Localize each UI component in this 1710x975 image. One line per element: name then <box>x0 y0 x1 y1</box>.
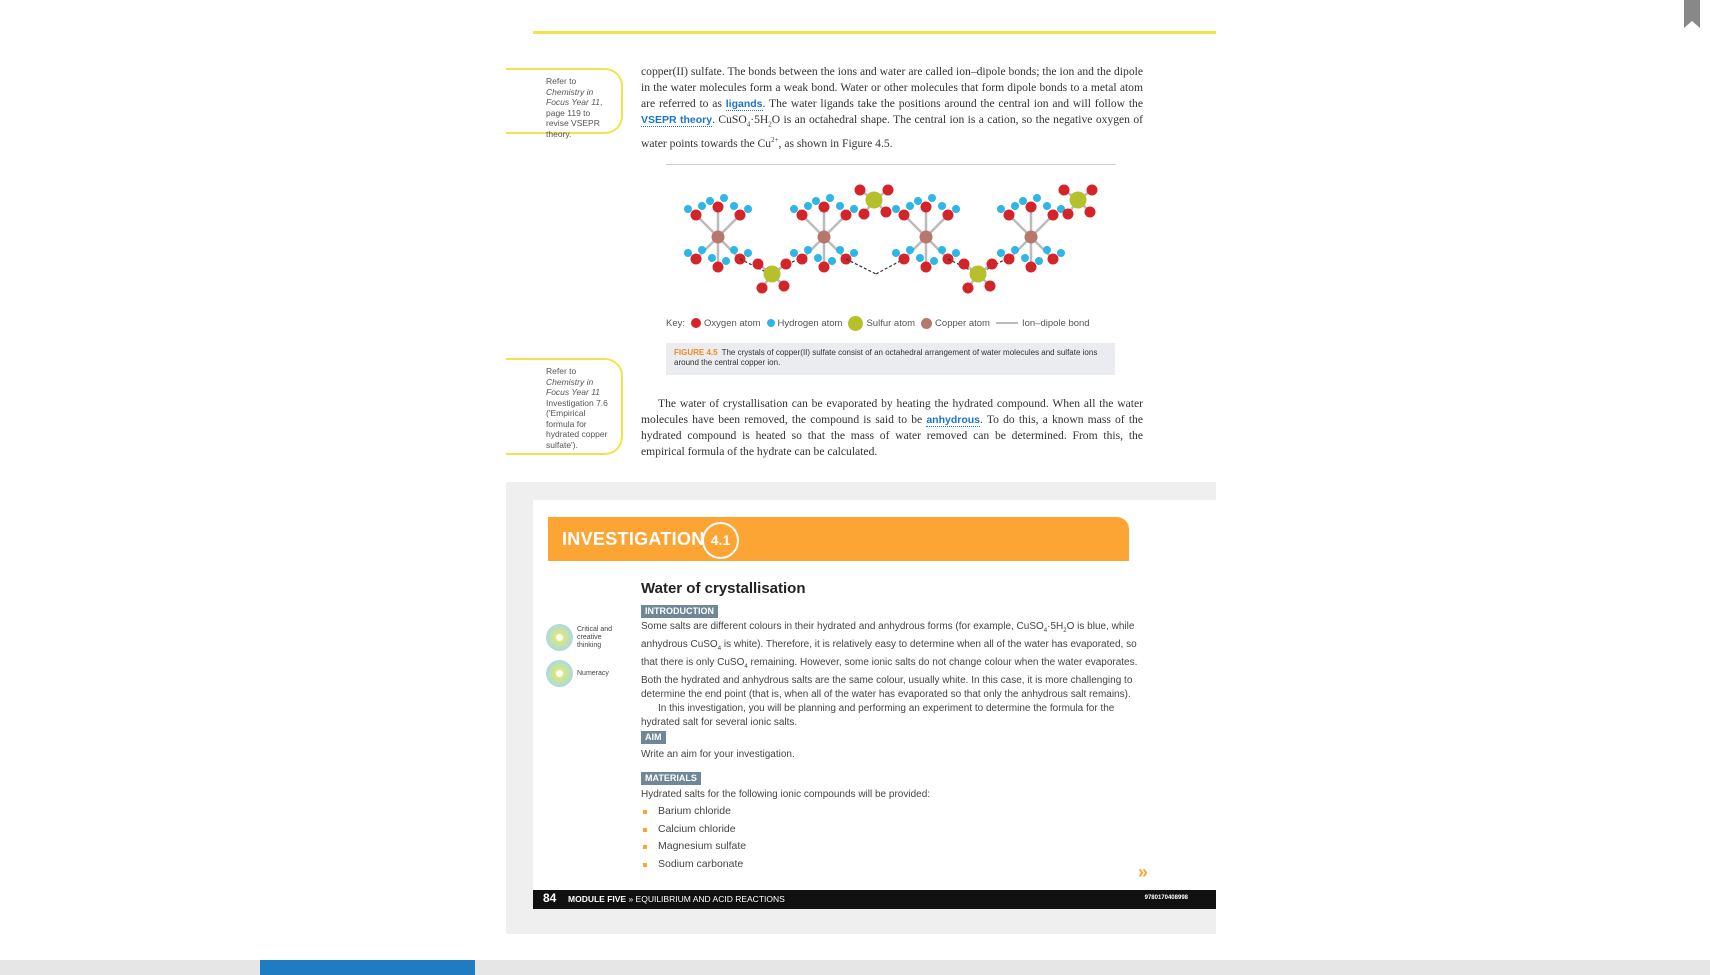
list-item: Magnesium sulfate <box>641 840 746 858</box>
oxygen-atom <box>713 202 724 213</box>
critical-thinking-icon <box>546 624 573 651</box>
figure-label: FIGURE 4.5 <box>674 348 718 357</box>
oxygen-atom <box>1087 185 1098 196</box>
figure-caption <box>666 343 1115 375</box>
hydrogen-atom <box>906 202 914 210</box>
hydrogen-atom <box>790 249 798 257</box>
aim-text: Write an aim for your investigation. <box>641 749 795 760</box>
key-hydrogen: Hydrogen atom <box>767 318 843 329</box>
figure-caption-text: The crystals of copper(II) sulfate consist of an octahedral arrangement of water molecules and sulfate ions around the central copper ion. <box>674 348 1098 367</box>
body-paragraph-2: The water of crystallisation can be evaporated by heating the hydrated compound. When all the water molecules have been removed, the compound is said to be anhydrous. To do this, a known mass of the hydrated compound is heated so that the mass of water removed can be determined. From this, the empirical formula of the hydrate can be calculated. <box>641 397 1143 458</box>
oxygen-atom <box>1004 254 1015 265</box>
module-title: MODULE FIVE » EQUILIBRIUM AND ACID REACTIONS <box>568 894 785 904</box>
hydrogen-atom <box>1035 257 1043 265</box>
aim-heading: AIM <box>641 731 666 744</box>
key-copper: Copper atom <box>921 318 990 329</box>
oxygen-atom <box>859 209 870 220</box>
list-item: Barium chloride <box>641 805 746 823</box>
sidenote-investigation: Refer to Chemistry in Focus Year 11 Investigation 7.6 ('Empirical formula for hydrated copper sulfate'). <box>506 358 623 455</box>
introduction-heading: INTRODUCTION <box>641 605 718 618</box>
body-paragraph-1: copper(II) sulfate. The bonds between the ions and water are called ion–dipole bonds; the ion and the dipole in the water molecules form a weak bond. Water or other molecules that form dipole bonds to a metal atom are referred to as ligands. The water ligands take the positions around the central ion and will follow the VSEPR theory. $CuSO_4\cdot 5H_2O$ is an octahedral shape. The central ion is a cation, so the negative oxygen of water points towards the $Cu^{2+}$, as shown in Figure 4.5. <box>641 65 1143 151</box>
hydrogen-atom <box>706 197 714 205</box>
oxygen-atom <box>1048 254 1059 265</box>
oxygen-atom <box>921 262 932 273</box>
hydrogen-atom <box>826 194 834 202</box>
hydrogen-atom <box>722 257 730 265</box>
oxygen-atom <box>797 254 808 265</box>
hydrogen-atom <box>814 254 822 262</box>
isbn: 9780170408998 <box>1144 895 1188 901</box>
oxygen-atom <box>881 207 892 218</box>
hydrogen-atom <box>928 194 936 202</box>
sulfur-atom <box>970 266 987 283</box>
hydrogen-atom <box>952 249 960 257</box>
oxygen-atom <box>855 185 866 196</box>
oxygen-atom <box>1004 210 1015 221</box>
sulfur-atom <box>866 192 883 209</box>
hydrogen-atom <box>892 205 900 213</box>
sulfur-atom-icon <box>848 316 863 331</box>
hydrogen-atom <box>684 205 692 213</box>
hydrogen-atom <box>1057 249 1065 257</box>
hydrogen-atom <box>744 249 752 257</box>
oxygen-atom <box>779 281 790 292</box>
hydrogen-atom <box>850 205 858 213</box>
materials-list <box>641 805 746 875</box>
sulfur-atom <box>764 266 781 283</box>
oxygen-atom <box>899 254 910 265</box>
hydrogen-atom <box>698 202 706 210</box>
key-label: Key: <box>666 318 686 329</box>
hydrogen-atom <box>812 197 820 205</box>
oxygen-atom <box>959 259 970 270</box>
hydrogen-atom <box>997 249 1005 257</box>
hydrogen-atom <box>1043 202 1051 210</box>
hydrogen-atom <box>828 257 836 265</box>
hydrogen-atom <box>684 249 692 257</box>
hydrogen-atom <box>804 246 812 254</box>
sulfur-atom <box>1070 192 1087 209</box>
oxygen-atom <box>757 283 768 294</box>
oxygen-atom <box>797 210 808 221</box>
hydrogen-atom-icon <box>767 319 775 327</box>
materials-heading: MATERIALS <box>641 772 701 785</box>
oxygen-atom <box>1026 202 1037 213</box>
key-oxygen: Oxygen atom <box>691 318 761 329</box>
key-sulfur: Sulfur atom <box>848 316 915 331</box>
hydrogen-atom <box>914 197 922 205</box>
hydrogen-atom <box>836 246 844 254</box>
oxygen-atom <box>1026 262 1037 273</box>
sidenote-text: , page 119 to revise VSEPR theory. <box>546 97 603 139</box>
list-item: Calcium chloride <box>641 823 746 841</box>
hydrogen-atom <box>1021 254 1029 262</box>
hydrogen-atom <box>708 254 716 262</box>
oxygen-atom <box>883 185 894 196</box>
hydrogen-atom <box>916 254 924 262</box>
oxygen-atom <box>1048 210 1059 221</box>
sidenote-book: Chemistry in Focus Year 11 <box>546 86 601 107</box>
oxygen-atom <box>819 262 830 273</box>
hydrogen-atom <box>744 205 752 213</box>
page-footer <box>533 890 1216 909</box>
bookmark-icon[interactable] <box>1684 0 1700 28</box>
scrollbar-thumb[interactable] <box>260 960 475 975</box>
vsepr-theory-link[interactable]: VSEPR theory <box>641 114 713 126</box>
bond-line <box>846 259 876 274</box>
skill-numeracy: Numeracy <box>546 660 609 687</box>
oxygen-atom <box>1063 209 1074 220</box>
anhydrous-link[interactable]: anhydrous <box>926 414 980 426</box>
numeracy-icon <box>546 660 573 687</box>
hydrogen-atom <box>1011 246 1019 254</box>
copper-atom-icon <box>921 318 932 329</box>
hydrogen-atom <box>1033 194 1041 202</box>
hydrogen-atom <box>850 249 858 257</box>
copper-atom <box>818 231 831 244</box>
oxygen-atom <box>819 202 830 213</box>
introduction-text: Some salts are different colours in their hydrated and anhydrous forms (for example, $CuSO_4\cdot 5H_2O$ is blue, while anhydrous CuSO$_4$ is white). Therefore, it is relatively easy to determine when all of the water has evaporated, so that there is only CuSO$_4$ remaining. However, some ionic salts do not change colour when the water evaporates. Both the hydrated and anhydrous salts are the same colour, usually white. In this case, it is more challenging to determine the end point (that is, when all of the water has evaporated so that only the anhydrous salt remains). In this investigation, you will be planning and performing an experiment to determine the formula for the hydrated salt for several ionic salts. <box>641 621 1138 728</box>
top-highlight-rule <box>533 31 1216 34</box>
copper-atom <box>712 231 725 244</box>
oxygen-atom <box>987 259 998 270</box>
hydrogen-atom <box>836 202 844 210</box>
materials-text: Hydrated salts for the following ionic compounds will be provided: <box>641 789 931 800</box>
continued-arrow-icon[interactable]: » <box>1138 862 1149 882</box>
hydrogen-atom <box>1043 246 1051 254</box>
hydrogen-atom <box>997 205 1005 213</box>
ligands-link[interactable]: ligands <box>725 98 763 110</box>
hydrogen-atom <box>1011 202 1019 210</box>
oxygen-atom-icon <box>691 318 701 328</box>
oxygen-atom <box>1085 207 1096 218</box>
hydrogen-atom <box>938 246 946 254</box>
hydrogen-atom <box>938 202 946 210</box>
hydrogen-atom <box>1019 197 1027 205</box>
hydrogen-atom <box>730 202 738 210</box>
skill-critical-thinking: Critical and creative thinking <box>546 624 619 651</box>
copper-atom <box>920 231 933 244</box>
oxygen-atom <box>899 210 910 221</box>
oxygen-atom <box>753 259 764 270</box>
figure-key <box>666 316 1126 331</box>
oxygen-atom <box>943 210 954 221</box>
oxygen-atom <box>963 283 974 294</box>
bond-line-icon <box>996 322 1018 324</box>
hydrogen-atom <box>804 202 812 210</box>
hydrogen-atom <box>720 194 728 202</box>
investigation-number: 4.1 <box>702 522 739 559</box>
oxygen-atom <box>985 281 996 292</box>
oxygen-atom <box>691 254 702 265</box>
sidenote-text: Refer to <box>546 76 577 86</box>
oxygen-atom <box>713 262 724 273</box>
hydrogen-atom <box>698 246 706 254</box>
oxygen-atom <box>735 210 746 221</box>
investigation-title: Water of crystallisation <box>641 580 806 597</box>
horizontal-scrollbar[interactable] <box>0 960 1710 975</box>
hydrogen-atom <box>790 205 798 213</box>
copper-sulfate-crystal-figure <box>666 162 1116 312</box>
oxygen-atom <box>921 202 932 213</box>
oxygen-atom <box>1059 185 1070 196</box>
sidenote-vsepr <box>506 68 623 139</box>
hydrogen-atom <box>730 246 738 254</box>
hydrogen-atom <box>906 246 914 254</box>
hydrogen-atom <box>952 205 960 213</box>
copper-atom <box>1025 231 1038 244</box>
hydrogen-atom <box>930 257 938 265</box>
investigation-label: INVESTIGATION <box>562 529 705 549</box>
list-item: Sodium carbonate <box>641 858 746 876</box>
oxygen-atom <box>781 259 792 270</box>
key-bond: Ion–dipole bond <box>996 318 1090 329</box>
oxygen-atom <box>841 210 852 221</box>
page-number: 84 <box>543 891 557 905</box>
oxygen-atom <box>691 210 702 221</box>
hydrogen-atom <box>892 249 900 257</box>
